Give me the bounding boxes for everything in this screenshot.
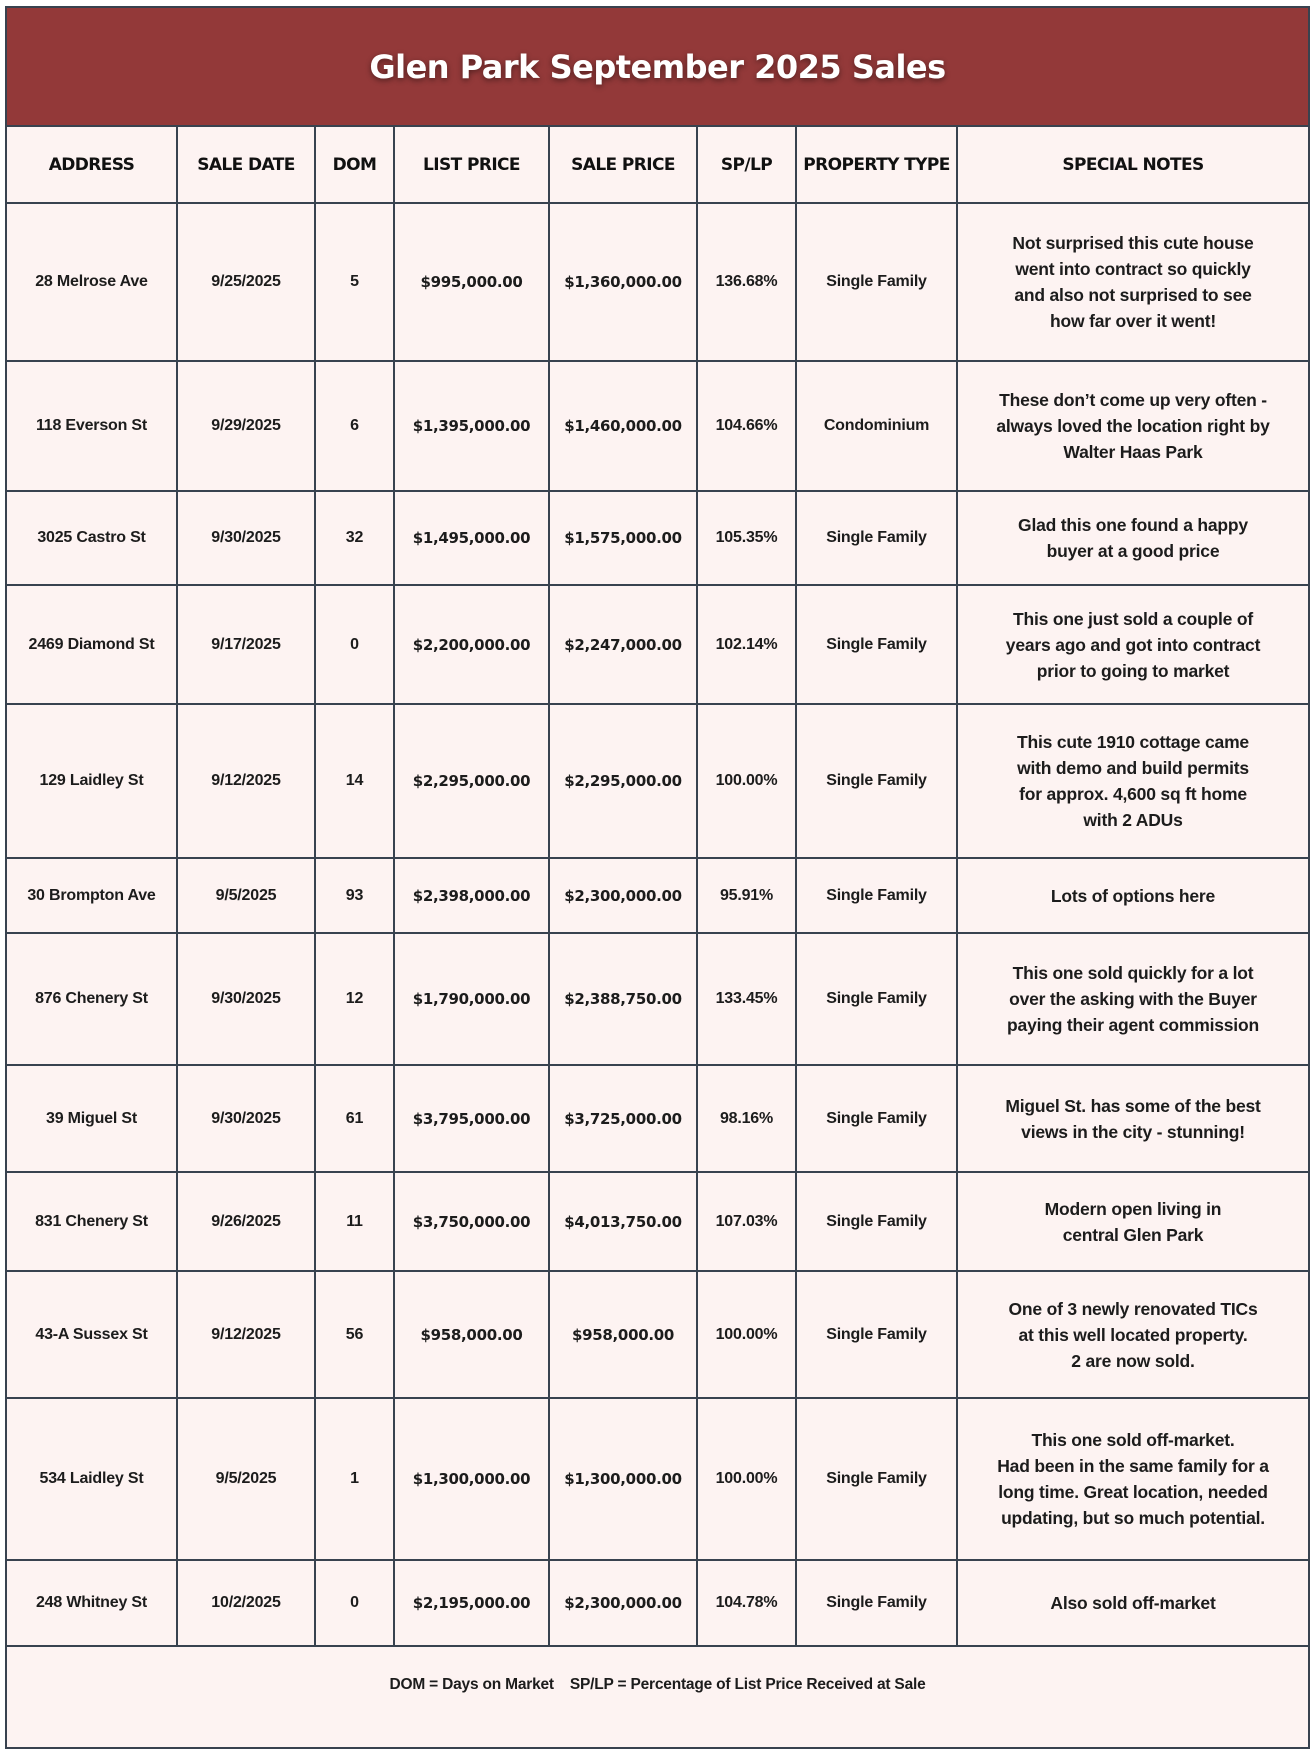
dom-cell: 12 — [315, 933, 394, 1065]
column-header-sp-lp: SP/LP — [697, 127, 796, 203]
list-price-cell: $3,750,000.00 — [394, 1172, 549, 1271]
table-row — [7, 585, 1308, 704]
table-row — [7, 203, 1308, 361]
column-header-special-notes: SPECIAL NOTES — [957, 127, 1308, 203]
address-cell: 534 Laidley St — [7, 1398, 177, 1560]
notes-text: Lots of options here — [1050, 885, 1216, 906]
column-header-sale-date: SALE DATE — [177, 127, 315, 203]
sp-lp-cell: 104.66% — [697, 361, 796, 491]
address-cell: 2469 Diamond St — [7, 585, 177, 704]
notes-text: One of 3 newly renovated TICs at this well located property. 2 are now sold. — [1008, 1298, 1258, 1371]
table-row — [7, 933, 1308, 1065]
sale-price-cell: $2,300,000.00 — [549, 1560, 697, 1646]
sale-date-cell: 9/25/2025 — [177, 203, 315, 361]
notes-text: Glad this one found a happy buyer at a good price — [1018, 515, 1248, 561]
notes-cell — [957, 1172, 1308, 1271]
notes-cell — [957, 203, 1308, 361]
sale-price-cell: $2,388,750.00 — [549, 933, 697, 1065]
notes-cell — [957, 1271, 1308, 1398]
address-cell: 876 Chenery St — [7, 933, 177, 1065]
notes-cell — [957, 1560, 1308, 1646]
column-header-sale-price: SALE PRICE — [549, 127, 697, 203]
table-row — [7, 361, 1308, 491]
notes-text: This one sold off-market. Had been in the same family for a long time. Great location, needed updating, but so much potential. — [997, 1430, 1269, 1528]
table-row — [7, 1172, 1308, 1271]
sp-lp-cell: 100.00% — [697, 1271, 796, 1398]
sales-table — [7, 127, 1308, 1647]
list-price-cell: $2,398,000.00 — [394, 858, 549, 933]
table-row — [7, 1560, 1308, 1646]
sale-date-cell: 9/12/2025 — [177, 704, 315, 858]
table-row — [7, 1271, 1308, 1398]
sp-lp-cell: 100.00% — [697, 1398, 796, 1560]
sp-lp-cell: 98.16% — [697, 1065, 796, 1172]
list-price-cell: $2,200,000.00 — [394, 585, 549, 704]
column-header-property-type: PROPERTY TYPE — [796, 127, 957, 203]
dom-legend: DOM = Days on Market — [389, 1676, 554, 1693]
list-price-cell: $2,295,000.00 — [394, 704, 549, 858]
sale-date-cell: 9/5/2025 — [177, 858, 315, 933]
notes-text: This one just sold a couple of years ago and got into contract prior to going to market — [1005, 608, 1261, 681]
dom-cell: 93 — [315, 858, 394, 933]
sp-lp-cell: 102.14% — [697, 585, 796, 704]
dom-cell: 5 — [315, 203, 394, 361]
list-price-cell: $958,000.00 — [394, 1271, 549, 1398]
sale-date-cell: 9/17/2025 — [177, 585, 315, 704]
sale-price-cell: $1,575,000.00 — [549, 491, 697, 585]
sale-price-cell: $1,460,000.00 — [549, 361, 697, 491]
address-cell: 831 Chenery St — [7, 1172, 177, 1271]
dom-cell: 0 — [315, 585, 394, 704]
property-type-cell: Single Family — [796, 704, 957, 858]
address-cell: 118 Everson St — [7, 361, 177, 491]
list-price-cell: $1,395,000.00 — [394, 361, 549, 491]
sale-price-cell: $2,300,000.00 — [549, 858, 697, 933]
sale-price-cell: $2,295,000.00 — [549, 704, 697, 858]
sp-lp-cell: 105.35% — [697, 491, 796, 585]
table-row — [7, 1065, 1308, 1172]
column-header-dom: DOM — [315, 127, 394, 203]
property-type-cell: Single Family — [796, 491, 957, 585]
sale-price-cell: $1,360,000.00 — [549, 203, 697, 361]
notes-text: This cute 1910 cottage came with demo and build permits for approx. 4,600 sq ft home with 2 ADUs — [1017, 732, 1249, 830]
dom-cell: 14 — [315, 704, 394, 858]
table-row — [7, 858, 1308, 933]
sale-price-cell: $4,013,750.00 — [549, 1172, 697, 1271]
notes-cell — [957, 491, 1308, 585]
notes-cell — [957, 361, 1308, 491]
header-row — [7, 127, 1308, 203]
address-cell: 43-A Sussex St — [7, 1271, 177, 1398]
sp-lp-cell: 104.78% — [697, 1560, 796, 1646]
list-price-cell: $3,795,000.00 — [394, 1065, 549, 1172]
sp-lp-cell: 136.68% — [697, 203, 796, 361]
sale-date-cell: 9/12/2025 — [177, 1271, 315, 1398]
property-type-cell: Single Family — [796, 1271, 957, 1398]
page-title: Glen Park September 2025 Sales — [369, 47, 946, 86]
list-price-cell: $995,000.00 — [394, 203, 549, 361]
dom-cell: 1 — [315, 1398, 394, 1560]
sale-date-cell: 9/26/2025 — [177, 1172, 315, 1271]
dom-cell: 56 — [315, 1271, 394, 1398]
notes-cell — [957, 933, 1308, 1065]
property-type-cell: Single Family — [796, 1560, 957, 1646]
notes-cell — [957, 704, 1308, 858]
list-price-cell: $2,195,000.00 — [394, 1560, 549, 1646]
sp-lp-cell: 133.45% — [697, 933, 796, 1065]
sp-lp-legend: SP/LP = Percentage of List Price Received at Sale — [569, 1676, 926, 1693]
dom-cell: 6 — [315, 361, 394, 491]
address-cell: 129 Laidley St — [7, 704, 177, 858]
sale-price-cell: $1,300,000.00 — [549, 1398, 697, 1560]
column-header-list-price: LIST PRICE — [394, 127, 549, 203]
notes-cell — [957, 585, 1308, 704]
sale-date-cell: 9/30/2025 — [177, 933, 315, 1065]
notes-cell — [957, 858, 1308, 933]
sales-report — [5, 6, 1310, 1749]
property-type-cell: Single Family — [796, 585, 957, 704]
notes-text: Miguel St. has some of the best views in the city - stunning! — [1005, 1095, 1261, 1142]
sale-price-cell: $2,247,000.00 — [549, 585, 697, 704]
notes-text: This one sold quickly for a lot over the asking with the Buyer paying their agent commission — [1007, 963, 1259, 1035]
sp-lp-cell: 95.91% — [697, 858, 796, 933]
address-cell: 30 Brompton Ave — [7, 858, 177, 933]
sale-date-cell: 9/30/2025 — [177, 491, 315, 585]
list-price-cell: $1,790,000.00 — [394, 933, 549, 1065]
notes-text: Also sold off-market — [1050, 1593, 1216, 1613]
notes-text: Modern open living in central Glen Park — [1044, 1198, 1222, 1245]
table-row — [7, 1398, 1308, 1560]
property-type-cell: Condominium — [796, 361, 957, 491]
sp-lp-cell: 107.03% — [697, 1172, 796, 1271]
notes-text: These don’t come up very often - always loved the location right by Walter Haas Park — [996, 390, 1270, 462]
address-cell: 39 Miguel St — [7, 1065, 177, 1172]
property-type-cell: Single Family — [796, 1065, 957, 1172]
sale-date-cell: 9/5/2025 — [177, 1398, 315, 1560]
list-price-cell: $1,300,000.00 — [394, 1398, 549, 1560]
table-row — [7, 491, 1308, 585]
dom-cell: 32 — [315, 491, 394, 585]
dom-cell: 11 — [315, 1172, 394, 1271]
property-type-cell: Single Family — [796, 1172, 957, 1271]
sale-price-cell: $3,725,000.00 — [549, 1065, 697, 1172]
list-price-cell: $1,495,000.00 — [394, 491, 549, 585]
property-type-cell: Single Family — [796, 1398, 957, 1560]
sale-date-cell: 9/29/2025 — [177, 361, 315, 491]
sp-lp-cell: 100.00% — [697, 704, 796, 858]
address-cell: 248 Whitney St — [7, 1560, 177, 1646]
notes-cell — [957, 1065, 1308, 1172]
column-header-address: ADDRESS — [7, 127, 177, 203]
sale-price-cell: $958,000.00 — [549, 1271, 697, 1398]
dom-cell: 0 — [315, 1560, 394, 1646]
property-type-cell: Single Family — [796, 203, 957, 361]
notes-text: Not surprised this cute house went into contract so quickly and also not surprised to see how far over it went! — [1012, 233, 1254, 331]
sale-date-cell: 9/30/2025 — [177, 1065, 315, 1172]
property-type-cell: Single Family — [796, 933, 957, 1065]
title-banner — [7, 8, 1308, 127]
sale-date-cell: 10/2/2025 — [177, 1560, 315, 1646]
address-cell: 28 Melrose Ave — [7, 203, 177, 361]
legend-footer — [7, 1647, 1308, 1723]
property-type-cell: Single Family — [796, 858, 957, 933]
dom-cell: 61 — [315, 1065, 394, 1172]
address-cell: 3025 Castro St — [7, 491, 177, 585]
notes-cell — [957, 1398, 1308, 1560]
table-row — [7, 704, 1308, 858]
